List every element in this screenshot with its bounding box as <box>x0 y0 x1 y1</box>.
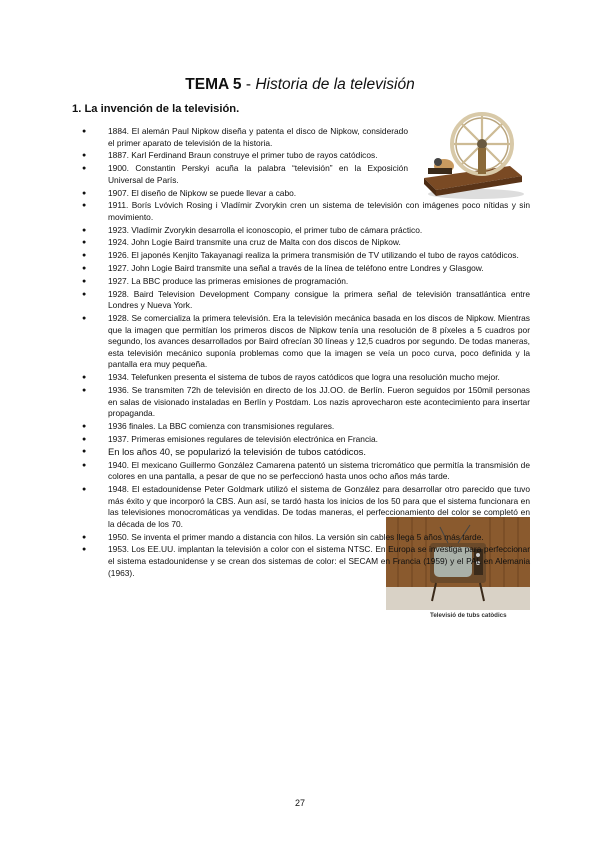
image-caption: Televisió de tubs catòdics <box>430 612 507 619</box>
list-item: ● 1934. Telefunken presenta el sistema de tubos de rayos catódicos que logra una resolución mucho mejor. <box>78 372 530 384</box>
list-item: ● 1927. John Logie Baird transmite una señal a través de la línea de teléfono entre Londres y Glasgow. <box>78 263 530 275</box>
list-item: ● 1940. El mexicano Guillermo González Camarena patentó un sistema tricromático que permitía la transmisión de colores en una pantalla, a pesar de que no se perfeccionó hasta unos ocho años más tarde. <box>78 460 530 483</box>
list-item: ● 1928. Baird Television Development Company consigue la primera señal de televisión transatlántica entre Londres y Nueva York. <box>78 289 530 312</box>
list-item: ● 1937. Primeras emisiones regulares de televisión electrónica en Francia. <box>78 434 386 446</box>
list-item: ● En los años 40, se popularizó la televisión de tubos catódicos. <box>78 446 386 458</box>
list-item: ● 1887. Karl Ferdinand Braun construye el primer tubo de rayos catódicos. <box>78 150 408 162</box>
list-item: ● 1948. El estadounidense Peter Goldmark utilizó el sistema de González para desarrollar otro parecido que tuvo más éxito y que incorporó la CBS. Aun así, se tardó hasta los inicios de los 50 para que el sistema funcionara en las televisiones monocromáticas ya vendidas. De todas maneras, el perfeccionamiento del color se completó en la década de los 70. <box>78 484 530 530</box>
page-title <box>0 76 600 94</box>
list-item: ● 1924. John Logie Baird transmite una cruz de Malta con dos discos de Nipkow. <box>78 237 530 249</box>
list-item: ● 1936. Se transmiten 72h de televisión en directo de los JJ.OO. de Berlín. Fueron seguidos por 150mil personas en salas de visionado instaladas en Berlín y Postdam. Los nazis aprovecharon este acontecimiento para insertar propaganda. <box>78 385 530 420</box>
list-item: ● 1900. Constantin Perskyi acuña la palabra “televisión” en la Exposición Universal de París. <box>78 163 408 186</box>
page-number: 27 <box>294 798 305 808</box>
list-item: ● 1923. Vladímir Zvorykin desarrolla el iconoscopio, el primer tubo de cámara práctico. <box>78 225 530 237</box>
section-heading: 1. La invención de la televisión. <box>72 103 240 115</box>
timeline-list <box>78 126 530 579</box>
list-item: ● 1953. Los EE.UU. implantan la televisión a color con el sistema NTSC. En Europa se investiga para perfeccionar el sistema estadounidense y se crean dos sistemas de color: el SECAM en Francia (1959) y el PAL en Alemania (1963). <box>78 544 530 579</box>
title-subject: Historia de la televisión <box>255 76 415 93</box>
list-item: ● 1950. Se inventa el primer mando a distancia con hilos. La versión sin cables llega 5 años más tarde. <box>78 532 530 544</box>
title-separator: - <box>241 76 256 93</box>
list-item: ● 1936 finales. La BBC comienza con transmisiones regulares. <box>78 421 386 433</box>
title-prefix: TEMA 5 <box>185 76 242 93</box>
list-item: ● 1927. La BBC produce las primeras emisiones de programación. <box>78 276 530 288</box>
list-item: ● 1928. Se comercializa la primera televisión. Era la televisión mecánica basada en los discos de Nipkow. Mientras que la imagen que permitían los primeros discos de Nipkow tenía una resolución de 8 píxeles a 5 cuadros por segundo, los avances desarrollados por Baird ofrecían 30 líneas y 12,5 cuadros por segundo. De todas maneras, esta televisión mecánico suponía problemas como que la imagen se veía un poco curva, poco definida y la pantalla era muy pequeña. <box>78 313 530 371</box>
list-item: ● 1907. El diseño de Nipkow se puede llevar a cabo. <box>78 188 530 200</box>
list-item: ● 1884. El alemán Paul Nipkow diseña y patenta el disco de Nipkow, considerado el primer aparato de televisión de la historia. <box>78 126 408 149</box>
list-item: ● 1926. El japonés Kenjito Takayanagi realiza la primera transmisión de TV utilizando el tubo de rayos catódicos. <box>78 250 530 262</box>
timeline-list-container <box>78 126 530 580</box>
list-item: ● 1911. Borís Lvóvich Rosing i Vladímir Zvorykin cren un sistema de televisión con imágenes poco nítidas y sin movimiento. <box>78 200 530 223</box>
